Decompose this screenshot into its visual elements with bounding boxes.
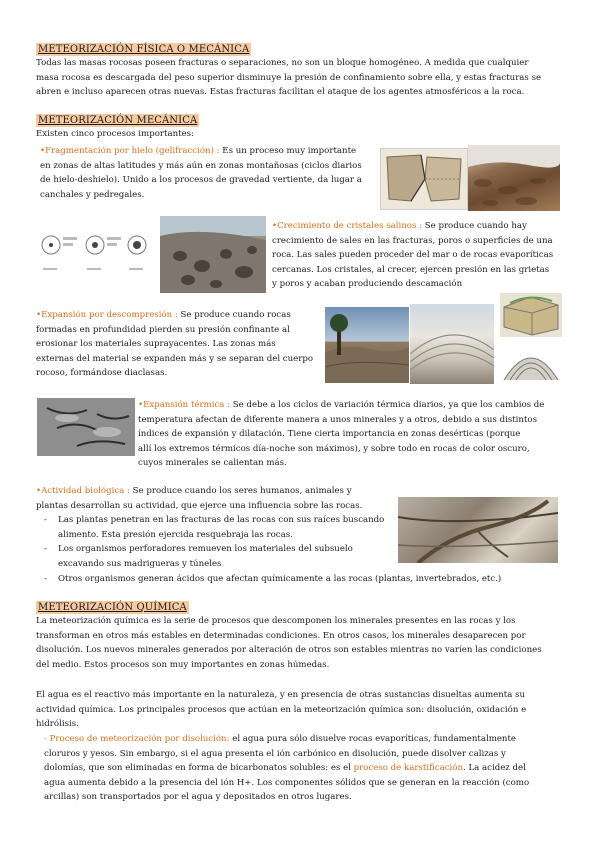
paragraph-meteorizacion-fisica: Todas las masas rocosas poseen fracturas o separaciones, no son un bloque homogéneo. A medida que cualquier masa rocosa es descargada del peso superior disminuye la presión de confinamiento sobre ella, y estas fracturas se abren e incluso aparecen otras nuevas. Estas fracturas facilitan el ataque de los agentes atmosféricos a la roca.	[36, 58, 542, 98]
image-diaclasas-bloque	[500, 293, 562, 337]
link-karstificacion: proceso de karstificación	[353, 763, 463, 774]
block-actividad-biologica: •Actividad biológica : Se produce cuando los seres humanos, animales y plantas desarrollan su actividad, que ejerce una influencia sobre las rocas. - Las plantas penetran en las fracturas de las rocas con sus raíces buscando alimento. Esta presión ejercida resquebraja las rocas. - Los organismos perforadores remueven los materiales del subsuelo excavando sus madrigueras y túneles - Otros organismos generan ácidos que afectan químicamente a las rocas (plantas, invertebrados, etc.)	[36, 484, 576, 586]
image-expansion-termica	[37, 398, 135, 456]
title-cristales-salinos: •Crecimiento de cristales salinos :	[272, 221, 423, 231]
title-descompresion: •Expansión por descompresión :	[36, 310, 178, 320]
paragraph-quimica-1: La meteorización química es la serie de procesos que descomponen los minerales presentes en las rocas y los transforman en otros más estables en determinadas condiciones. En otros casos, los minerales desaparecen por disolución. Los nuevos minerales generados por alteración de otros son estables mientras no varíen las condiciones del medio. Estos procesos son muy importantes en zonas húmedas.	[36, 616, 542, 670]
title-gelifraccion: •Fragmentación por hielo (gelifracción) :	[40, 146, 220, 156]
list-item: - Las plantas penetran en las fracturas de las rocas con sus raíces buscando alimento. Esta presión ejercida resquebraja las rocas.	[36, 513, 576, 542]
title-disolucion: - Proceso de meteorización por disolución:	[44, 734, 230, 744]
block-cristales-salinos: •Crecimiento de cristales salinos : Se produce cuando hay crecimiento de sales en las fracturas, poros o superficies de una roca. Las sales pueden proceder del mar o de rocas evaporíticas cercanas. Los cristales, al crecer, ejercen presión en las grietas y poros y acaban produciendo descamación	[272, 221, 554, 290]
title-expansion-termica: •Expansión térmica :	[138, 400, 231, 410]
block-descompresion: •Expansión por descompresión : Se produce cuando rocas formadas en profundidad pierden su presión confinante al erosionar los materiales suprayacentes. Las zonas más externas del material se expanden más y se separan del cuerpo rocoso, formándose diaclasas.	[36, 310, 314, 379]
block-expansion-termica: •Expansión térmica : Se debe a los ciclos de variación térmica diarios, ya que los cambios de temperatura afectan de diferente manera a unos minerales y a otros, debido a sus distintos índices de expansión y dilatación. Tiene cierta importancia en zonas desérticas (porque allí los extremos térmicos día-noche son máximos), y sobre todo en rocas de color oscuro, cuyos minerales se calientan más.	[138, 400, 545, 469]
list-item: - Otros organismos generan ácidos que afectan químicamente a las rocas (plantas, invertebrados, etc.)	[36, 572, 576, 587]
list-item: - Los organismos perforadores remueven los materiales del subsuelo excavando sus madrigueras y túneles	[36, 542, 576, 571]
image-diaclasas-diagrama	[500, 340, 562, 384]
image-tafoni	[160, 216, 266, 293]
block-disolucion: - Proceso de meteorización por disolución: el agua pura sólo disuelve rocas evaporíticas, fundamentalmente cloruros y yesos. Sin embargo, si el agua presenta el ión carbónico en disolución, puede disolver calizas y dolomías, que son eliminadas en forma de bicarbonatos solubles: es el proceso de karstificación. La acidez del agua aumenta debido a la presencia del ión H+. Los componentes sólidos que se generan en la reacción (como arcillas) son transportados por el agua y depositados en otros lugares.	[44, 734, 530, 803]
heading-meteorizacion-mecanica: METEORIZACIÓN MECÁNICA	[38, 115, 198, 126]
image-cristales-diagrama	[37, 225, 159, 280]
heading-meteorizacion-fisica: METEORIZACIÓN FÍSICA O MECÁNICA	[38, 44, 250, 55]
image-canchal	[468, 145, 560, 211]
heading-meteorizacion-quimica: METEORIZACIÓN QUÍMICA	[38, 602, 187, 613]
intro-procesos: Existen cinco procesos importantes:	[36, 129, 194, 139]
block-gelifraccion: •Fragmentación por hielo (gelifracción) : Es un proceso muy importante en zonas de altas latitudes y más aún en zonas montañosas (ciclos diarios de hielo-deshielo). Unido a los procesos de gravedad vertiente, da lugar a canchales y pedregales.	[40, 146, 362, 200]
image-raices-roca	[398, 497, 558, 563]
paragraph-quimica-2: El agua es el reactivo más importante en la naturaleza, y en presencia de otras sustancias disueltas aumenta su actividad química. Los principales procesos que actúan en la meteorización química son: disolución, oxidación e hidrólisis.	[36, 690, 527, 730]
title-actividad-biologica: •Actividad biológica :	[36, 486, 130, 496]
image-gelifraccion-diagrama	[380, 148, 468, 210]
image-descompresion-arbol	[325, 307, 409, 383]
image-descompresion-domo	[410, 304, 494, 384]
